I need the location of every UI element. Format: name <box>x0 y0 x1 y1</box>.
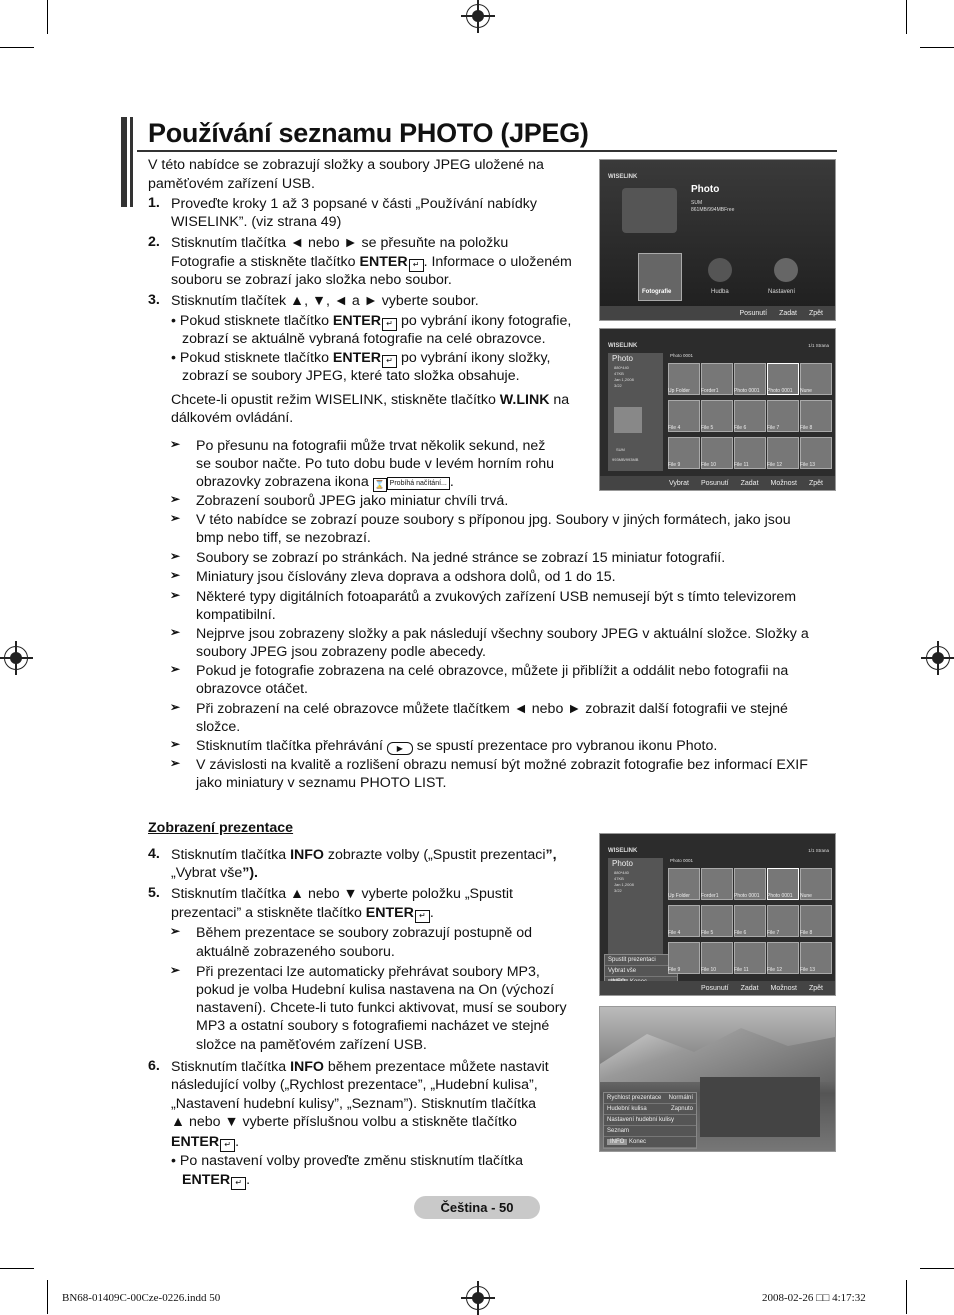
loading-indicator: Probíhá načítání... <box>387 477 450 490</box>
step-text: Stisknutím tlačítek ▲, ▼, ◄ a ► vyberte soubor. <box>171 293 479 309</box>
step-text: „Nastavení hudební kulisy”, „Seznam”). Stisknutím tlačítka <box>171 1096 537 1112</box>
hourglass-icon: ⌛ <box>373 478 387 492</box>
menu-item: Vybrat vše <box>605 966 677 977</box>
note-text: V závislosti na kvalitě a rozlišení obrazu nemusí být možné zobrazit fotografie bez informací EXIF <box>196 757 808 773</box>
category-label: Nastavení <box>768 289 796 295</box>
intro-line: V této nabídce se zobrazují složky a soubory JPEG uložené na <box>148 157 544 173</box>
thumbnail-label: File 10 <box>701 462 717 468</box>
step-text: WISELINK”. (viz strana 49) <box>171 214 342 230</box>
note-arrow-icon: ➢ <box>170 963 181 977</box>
crop-mark <box>47 0 48 34</box>
thumbnail-label: File 5 <box>701 425 714 431</box>
bullet-text: zobrazí se aktuálně vybraná fotografie na celé obrazovce. <box>182 331 546 347</box>
thumbnail-label: Photo 0001 <box>734 893 760 899</box>
exit-text: Chcete-li opustit režim WISELINK, stiskněte tlačítko W.LINK na <box>171 392 570 408</box>
title-underline <box>137 150 837 152</box>
bullet-text: • Pokud stisknete tlačítko ENTER ↵ po vybrání ikony fotografie, <box>171 313 572 329</box>
thumbnail-label: File 11 <box>734 967 749 973</box>
step-text: prezentaci” a stiskněte tlačítko ENTER ↵ . <box>171 905 434 921</box>
enter-icon: ↵ <box>409 259 424 272</box>
screen-footer: Posunutí Zadat Zpět <box>600 306 835 320</box>
crop-mark <box>906 0 907 34</box>
thumbnail-label: Photo 0001 <box>767 388 793 394</box>
wiselink-logo: WISELINK <box>608 343 638 349</box>
thumbnail-label: File 11 <box>734 462 749 468</box>
thumbnail-label: File 10 <box>701 967 717 973</box>
note-arrow-icon: ➢ <box>170 492 181 506</box>
crop-mark <box>47 1280 48 1314</box>
note-text: Miniatury jsou číslovány zleva doprava a odshora dolů, od 1 do 15. <box>196 569 616 585</box>
thumbnail-label: Nune <box>800 893 812 899</box>
play-button-icon: ▶ <box>387 742 413 755</box>
exit-text: dálkovém ovládání. <box>171 410 294 426</box>
note-arrow-icon: ➢ <box>170 568 181 582</box>
step-text: ENTER ↵ . <box>171 1134 240 1150</box>
note-text: Soubory se zobrazí po stránkách. Na jedné stránce se zobrazí 15 miniatur fotografií. <box>196 550 726 566</box>
step-number: 4. <box>148 846 160 862</box>
note-arrow-icon: ➢ <box>170 511 181 525</box>
note-text: aktuálně zobrazeného souboru. <box>196 944 395 960</box>
step-text: Stisknutím tlačítka INFO během prezentace můžete nastavit <box>171 1059 549 1075</box>
page-number-label: Čeština - 50 <box>414 1196 540 1219</box>
note-arrow-icon: ➢ <box>170 756 181 770</box>
thumbnail-label: Forder1 <box>701 893 719 899</box>
note-text: MP3 a ostatní soubory s fotografiemi nacházet ve stejné <box>196 1018 550 1034</box>
menu-item: INFO Konec <box>604 1137 696 1148</box>
note-text: Během prezentace se soubory zobrazují postupně od <box>196 925 532 941</box>
wiselink-logo: WISELINK <box>608 174 638 180</box>
thumbnail-label: File 8 <box>800 425 813 431</box>
screenshot-wiselink-menu <box>599 159 836 321</box>
camera-graphic <box>614 407 642 433</box>
menu-item: Spustit prezentaci <box>605 955 677 966</box>
menu-item: Hudební kulisa Zapnuto <box>604 1104 696 1115</box>
screen-size-label: 861MB/994MBFree <box>691 207 735 213</box>
bullet-text: • Po nastavení volby proveďte změnu stisknutím tlačítka <box>171 1153 523 1169</box>
note-text: Zobrazení souborů JPEG jako miniatur chvíli trvá. <box>196 493 509 509</box>
note-arrow-icon: ➢ <box>170 437 181 451</box>
note-text: Pokud je fotografie zobrazena na celé obrazovce, můžete ji přiblížit a oddálit nebo fotografii na <box>196 663 789 679</box>
enter-icon: ↵ <box>231 1177 246 1190</box>
folder-path: Photo 0001 <box>670 858 694 863</box>
thumbnail-label: File 4 <box>668 930 681 936</box>
camera-graphic <box>622 188 677 233</box>
thumbnail-label: File 12 <box>767 462 783 468</box>
note-text: obrazovky zobrazena ikona ⌛ Probíhá načítání... . <box>196 474 454 490</box>
note-text: kompatibilní. <box>196 607 276 623</box>
step-text: Stisknutím tlačítka ▲ nebo ▼ vyberte položku „Spustit <box>171 886 513 902</box>
note-arrow-icon: ➢ <box>170 737 181 751</box>
page-title: Používání seznamu PHOTO (JPEG) <box>148 118 589 148</box>
note-text: Při prezentaci lze automaticky přehrávat soubory MP3, <box>196 964 540 980</box>
note-text: soubory JPEG jsou zobrazeny podle abecedy. <box>196 644 486 660</box>
category-label: Fotografie <box>642 289 672 295</box>
note-text: jako miniatury v seznamu PHOTO LIST. <box>196 775 447 791</box>
bullet-text: zobrazí se soubory JPEG, které tato složka obsahuje. <box>182 368 520 384</box>
folder-path: Photo 0001 <box>670 353 694 358</box>
note-text: pokud je volba Hudební kulisa nastavena na On (výchozí <box>196 982 555 998</box>
registration-mark-icon <box>926 646 950 670</box>
note-text: složce na paměťovém zařízení USB. <box>196 1037 427 1053</box>
print-footer-left: BN68-01409C-00Cze-0226.indd 50 <box>62 1292 221 1304</box>
thumbnail-label: File 6 <box>734 930 747 936</box>
note-text: se soubor načte. Po tuto dobu bude v levém horním rohu <box>196 456 555 472</box>
step-text: následující volby („Rychlost prezentace”, „Hudební kulisa”, <box>171 1077 538 1093</box>
note-text: Po přesunu na fotografii může trvat několik sekund, než <box>196 438 546 454</box>
menu-item: Seznam <box>604 1126 696 1137</box>
screen-footer: Vybrat Posunutí Zadat Možnost Zpět <box>600 476 835 490</box>
step-text: Stisknutím tlačítka ◄ nebo ► se přesuňte na položku <box>171 235 509 251</box>
note-arrow-icon: ➢ <box>170 549 181 563</box>
screen-footer: Posunutí Zadat Možnost Zpět <box>600 981 835 995</box>
step-number: 1. <box>148 195 160 211</box>
thumbnail-label: File 8 <box>800 930 813 936</box>
step-text: Stisknutím tlačítka INFO zobrazte volby („Spustit prezentaci”, <box>171 847 557 863</box>
note-arrow-icon: ➢ <box>170 588 181 602</box>
enter-icon: ↵ <box>382 318 397 331</box>
note-text: obrazovce otáčet. <box>196 681 308 697</box>
menu-item: Rychlost prezentace Normální <box>604 1093 696 1104</box>
note-text: Při zobrazení na celé obrazovce můžete tlačítkem ◄ nebo ► zobrazit další fotografii ve stejné <box>196 701 788 717</box>
screen-sum-label: SUM <box>691 200 703 206</box>
registration-mark-icon <box>466 4 490 28</box>
panel-title: Photo <box>612 859 633 868</box>
step-text: Fotografie a stiskněte tlačítko ENTER ↵ . Informace o uloženém <box>171 254 572 270</box>
screenshot-photo-list-menu: WISELINK 1/1 Strana Photo 880*440 47KB Jan 1,2008 3/22 Photo 0001 Spustit prezentaci Vybrat vše Posunutí Zadat Možnost Zpět Up Folder Forder1 Photo 0001 Photo 0001 Nune File 4 File 5 File 6 File 7 File 8 File 9 File 10 File 11 File 12 File 13 <box>599 833 836 996</box>
print-footer-right: 2008-02-26 □□ 4:17:32 <box>762 1292 866 1304</box>
menu-item: Nastavení hudební kulisy <box>604 1115 696 1126</box>
crop-mark <box>920 1268 954 1269</box>
thumbnail-label: File 5 <box>701 930 714 936</box>
enter-icon: ↵ <box>382 355 397 368</box>
thumbnail-label: File 6 <box>734 425 747 431</box>
thumbnail-label: File 12 <box>767 967 783 973</box>
enter-icon: ↵ <box>415 910 430 923</box>
step-number: 5. <box>148 885 160 901</box>
page-indicator: 1/1 Strana <box>808 343 829 348</box>
step-text: Proveďte kroky 1 až 3 popsané v části „Používání nabídky <box>171 196 537 212</box>
thumbnail-label: File 9 <box>668 462 681 468</box>
thumbnail-label: Photo 0001 <box>767 893 793 899</box>
note-text: Stisknutím tlačítka přehrávání ▶ se spustí prezentace pro vybranou ikonu Photo. <box>196 738 718 754</box>
enter-icon: ↵ <box>220 1139 235 1152</box>
slideshow-options-menu <box>603 1092 697 1149</box>
crop-mark <box>0 1268 34 1269</box>
note-text: složce. <box>196 719 241 735</box>
step-number: 2. <box>148 234 160 250</box>
thumbnail-label: Forder1 <box>701 388 719 394</box>
note-arrow-icon: ➢ <box>170 924 181 938</box>
thumbnail-label: Up Folder <box>668 893 690 899</box>
title-bar-decoration <box>121 117 127 207</box>
crop-mark <box>906 1280 907 1314</box>
mountain-graphic <box>600 1022 835 1082</box>
intro-line: paměťovém zařízení USB. <box>148 176 315 192</box>
thumbnail-label: Up Folder <box>668 388 690 394</box>
note-text: Některé typy digitálních fotoaparátů a zvukových zařízení USB nemusejí být s tímto televizorem <box>196 589 797 605</box>
note-text: nastavení). Chcete-li tuto funkci aktivovat, musí se soubory <box>196 1000 567 1016</box>
house-graphic <box>700 1077 820 1137</box>
thumbnail-label: File 13 <box>800 967 816 973</box>
thumbnail-label: Photo 0001 <box>734 388 760 394</box>
note-text: V této nabídce se zobrazí pouze soubory s příponou jpg. Soubory v jiných formátech, jako jsou <box>196 512 791 528</box>
title-bar-decoration <box>130 117 133 207</box>
note-text: bmp nebo tiff, se nezobrazí. <box>196 530 371 546</box>
registration-mark-icon <box>466 1286 490 1310</box>
note-arrow-icon: ➢ <box>170 625 181 639</box>
settings-category-icon <box>774 258 798 282</box>
thumbnail-label: File 7 <box>767 425 780 431</box>
crop-mark <box>920 47 954 48</box>
bullet-text: • Pokud stisknete tlačítko ENTER ↵ po vybrání ikony složky, <box>171 350 551 366</box>
screenshot-photo-list: WISELINK 1/1 Strana Photo 880*440 47KB Jan 1,2008 3/22 SUM 993MB/993MB Photo 0001 Vybrat Posunutí Zadat Možnost Zpět Up Folder Forder1 Photo 0001 Photo 0001 Nune File 4 File 5 File 6 File 7 File 8 File 9 File 10 File 11 File 12 File 13 <box>599 328 836 491</box>
step-text: „Vybrat vše”). <box>171 865 258 881</box>
page-indicator: 1/1 Strana <box>808 848 829 853</box>
step-number: 3. <box>148 292 160 308</box>
note-arrow-icon: ➢ <box>170 700 181 714</box>
note-text: Nejprve jsou zobrazeny složky a pak následují všechny soubory JPEG v aktuální složce. Složky a <box>196 626 809 642</box>
panel-title: Photo <box>612 354 633 363</box>
screen-photo-label: Photo <box>691 184 720 195</box>
thumbnail-label: File 7 <box>767 930 780 936</box>
step-text: souboru se zobrazí jako složka nebo soubor. <box>171 272 452 288</box>
note-arrow-icon: ➢ <box>170 662 181 676</box>
crop-mark <box>0 47 34 48</box>
category-label: Hudba <box>711 289 729 295</box>
screenshot-slideshow <box>599 1006 836 1152</box>
music-category-icon <box>708 258 732 282</box>
bullet-text: ENTER ↵ . <box>182 1172 251 1188</box>
thumbnail-label: File 4 <box>668 425 681 431</box>
registration-mark-icon <box>4 646 28 670</box>
step-text: ▲ nebo ▼ vyberte příslušnou volbu a stiskněte tlačítko <box>171 1114 517 1130</box>
thumbnail-label: File 9 <box>668 967 681 973</box>
step-number: 6. <box>148 1058 160 1074</box>
thumbnail-label: File 13 <box>800 462 816 468</box>
wiselink-logo: WISELINK <box>608 848 638 854</box>
thumbnail-label: Nune <box>800 388 812 394</box>
section-heading: Zobrazení prezentace <box>148 820 294 836</box>
